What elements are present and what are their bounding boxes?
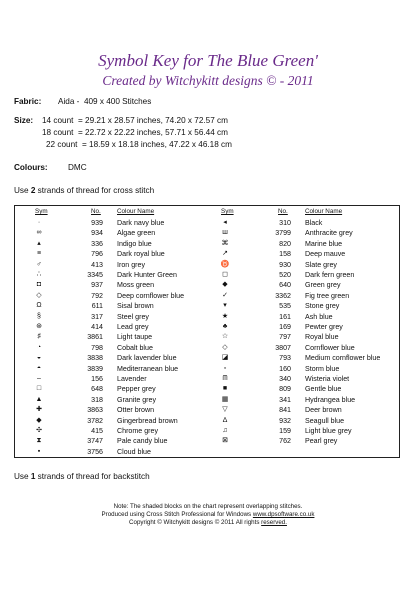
symbol-glyph: ∴ [36, 271, 42, 278]
symbol-glyph: ⧗ [36, 437, 42, 445]
symbol-glyph: ◓ [36, 364, 42, 372]
dmc-number: 414 [91, 323, 103, 331]
colour-name: Pepper grey [117, 385, 156, 394]
dmc-number: 520 [279, 271, 291, 279]
colour-name: Lavender [117, 375, 147, 383]
colour-name: Sisal brown [117, 302, 154, 311]
symbol-glyph: ∞ [36, 229, 42, 237]
symbol-glyph: § [37, 312, 41, 320]
symbol-glyph: ≡ [36, 250, 42, 258]
key-row [15, 364, 399, 374]
symbol-glyph: □ [36, 385, 42, 393]
colour-name: Dark royal blue [117, 250, 165, 259]
colour-name: Dark fern green [305, 271, 355, 279]
dmc-number: 3756 [87, 447, 103, 456]
dmc-number: 340 [279, 375, 291, 383]
key-row [15, 312, 399, 322]
symbol-glyph: ◘ [36, 281, 42, 289]
key-row [15, 218, 399, 228]
header-name-left: Colour Name [117, 208, 155, 215]
colour-name: Moss green [117, 281, 155, 290]
symbol-glyph: ✓ [222, 291, 228, 299]
software-link[interactable]: www.dpsoftware.co.uk [252, 511, 315, 518]
key-row [15, 249, 399, 259]
colour-name: Fig tree green [305, 291, 350, 300]
header-no-right: No. [278, 208, 288, 215]
colour-name: Storm blue [305, 364, 340, 373]
dmc-number: 798 [91, 343, 103, 352]
fabric-value: Aida - 409 x 400 Stitches [58, 97, 152, 106]
colour-name: Black [305, 219, 323, 227]
key-row [15, 447, 399, 457]
dmc-number: 640 [279, 281, 291, 290]
symbol-glyph: ♉ [220, 260, 230, 268]
key-row [15, 436, 399, 446]
symbol-glyph: ↗ [222, 250, 228, 258]
footer-note: Note: The shaded blocks on the chart represent overlapping stitches. [113, 503, 303, 510]
dmc-number: 3839 [87, 364, 103, 373]
colour-name: Granite grey [117, 395, 157, 404]
symbol-glyph: ш [222, 229, 228, 237]
size-line-18: 18 count = 22.72 x 22.22 inches, 57.71 x 56.44 cm [42, 128, 228, 137]
dmc-number: 937 [91, 281, 103, 290]
key-row [15, 416, 399, 426]
symbol-glyph: ᗰ [222, 375, 228, 382]
key-row [15, 374, 399, 384]
colour-name: Light taupe [117, 333, 153, 342]
dmc-number: 762 [279, 437, 291, 446]
colour-name: Cobalt blue [117, 343, 153, 352]
colour-name: Seagull blue [305, 416, 345, 425]
colour-name: Hydrangea blue [305, 395, 356, 404]
symbol-glyph: – [37, 375, 41, 382]
key-row [15, 280, 399, 290]
colour-name: Pale candy blue [117, 437, 168, 446]
symbol-glyph: ☆ [221, 333, 229, 341]
header-sym-right: Sym [221, 208, 234, 215]
dmc-number: 415 [91, 427, 103, 435]
colour-name: Anthracite grey [305, 229, 353, 238]
colours-label: Colours: [14, 163, 48, 172]
size-line-14: 14 count = 29.21 x 28.57 inches, 74.20 x 72.57 cm [42, 116, 228, 125]
colour-name: Algae green [117, 229, 156, 238]
key-row [15, 301, 399, 311]
colour-name: Ash blue [305, 312, 333, 321]
colour-name: Cornflower blue [305, 343, 355, 352]
dmc-number: 169 [279, 323, 291, 331]
colour-name: Chrome grey [117, 427, 159, 435]
dmc-number: 159 [279, 427, 291, 435]
key-row [15, 260, 399, 270]
dmc-number: 156 [91, 375, 103, 383]
dmc-number: 3799 [275, 229, 291, 238]
key-row [15, 384, 399, 394]
symbol-glyph: ▾ [223, 302, 227, 310]
colour-name: Dark navy blue [117, 219, 165, 227]
colour-name: Iron grey [117, 260, 145, 269]
symbol-glyph: ▫ [223, 364, 227, 372]
dmc-number: 158 [279, 250, 291, 259]
symbol-glyph: ✚ [36, 406, 42, 414]
key-row [15, 270, 399, 280]
header-sym-left: Sym [35, 208, 48, 215]
symbol-glyph: ■ [222, 385, 228, 393]
symbol-glyph: ♂ [36, 260, 42, 268]
key-row [15, 395, 399, 405]
dmc-number: 841 [279, 406, 291, 415]
dmc-number: 3838 [87, 354, 103, 363]
colour-name: Deep cornflower blue [117, 291, 185, 300]
dmc-number: 611 [91, 302, 103, 311]
key-row [15, 405, 399, 415]
dmc-number: 317 [91, 312, 103, 321]
footer-produced: Produced using Cross Stitch Professional for Windows www.dpsoftware.co.uk [101, 511, 315, 518]
colours-value: DMC [68, 163, 87, 172]
footer-copyright: Copyright © Witchykitt designs © 2011 All rights reserved. [129, 519, 287, 526]
symbol-glyph: ▪ [37, 447, 41, 455]
symbol-glyph: ♫ [222, 427, 228, 434]
header-no-left: No. [91, 208, 101, 215]
colour-name: Pewter grey [305, 323, 343, 331]
symbol-glyph: ⊠ [222, 437, 228, 445]
symbol-glyph: ◔ [36, 343, 42, 351]
header-name-right: Colour Name [305, 208, 343, 215]
symbol-glyph: ◪ [221, 354, 229, 362]
dmc-number: 930 [279, 260, 291, 269]
symbol-glyph: ♣ [222, 323, 228, 330]
cross-stitch-note: Use 2 strands of thread for cross stitch [14, 186, 155, 195]
symbol-glyph: Ω [36, 302, 42, 310]
colour-name: Gentle blue [305, 385, 342, 394]
colour-name: Gingerbread brown [117, 416, 178, 425]
dmc-number: 161 [279, 312, 291, 321]
key-row [15, 353, 399, 363]
colour-name: Pearl grey [305, 437, 338, 446]
colour-name: Indigo blue [117, 239, 152, 248]
page-title: Symbol Key for The Blue Green' [98, 51, 318, 70]
symbol-glyph: · [37, 219, 41, 226]
symbol-glyph: ▴ [37, 239, 41, 247]
colour-name: Cloud blue [117, 447, 151, 456]
colour-name: Otter brown [117, 406, 155, 415]
colour-name: Stone grey [305, 302, 340, 311]
dmc-number: 413 [91, 260, 103, 269]
key-row [15, 322, 399, 332]
dmc-number: 939 [91, 219, 103, 227]
dmc-number: 3807 [275, 343, 291, 352]
dmc-number: 3362 [275, 291, 291, 300]
key-row [15, 228, 399, 238]
key-row [15, 239, 399, 249]
colour-name: Wisteria violet [305, 375, 350, 383]
symbol-glyph: ⌘ [221, 239, 229, 247]
dmc-number: 341 [279, 395, 291, 404]
symbol-glyph: ∆ [222, 416, 228, 424]
dmc-number: 3863 [87, 406, 103, 415]
dmc-number: 160 [279, 364, 291, 373]
dmc-number: 318 [91, 395, 103, 404]
colour-name: Dark lavender blue [117, 354, 177, 363]
symbol-glyph: ★ [221, 312, 229, 320]
symbol-glyph: ◇ [222, 343, 228, 351]
dmc-number: 535 [279, 302, 291, 311]
colour-name: Deer brown [305, 406, 342, 415]
symbol-glyph: ▲ [35, 395, 43, 403]
colour-name: Marine blue [305, 239, 343, 248]
colour-name: Deep mauve [305, 250, 346, 259]
dmc-number: 820 [279, 239, 291, 248]
colour-name: Green grey [305, 281, 341, 290]
dmc-number: 310 [279, 219, 291, 227]
colour-name: Medium cornflower blue [305, 354, 381, 363]
symbol-glyph: ◇ [36, 291, 42, 299]
dmc-number: 932 [279, 416, 291, 425]
key-row [15, 291, 399, 301]
dmc-number: 3345 [87, 271, 103, 279]
backstitch-note: Use 1 strands of thread for backstitch [14, 472, 150, 481]
symbol-glyph: ◒ [36, 354, 42, 362]
page-subtitle: Created by Witchykitt designs © - 2011 [102, 73, 314, 88]
symbol-glyph: ◻ [222, 271, 228, 278]
key-row [15, 426, 399, 436]
key-row [15, 332, 399, 342]
dmc-number: 796 [91, 250, 103, 259]
dmc-number: 3861 [87, 333, 103, 342]
colour-name: Lead grey [117, 323, 149, 331]
colour-name: Steel grey [117, 312, 149, 321]
dmc-number: 648 [91, 385, 103, 394]
symbol-glyph: ✣ [36, 427, 42, 434]
key-row [15, 343, 399, 353]
symbol-glyph: ▽ [222, 406, 228, 414]
colour-name: Dark Hunter Green [117, 271, 177, 279]
symbol-glyph: ⊛ [36, 323, 42, 330]
dmc-number: 797 [279, 333, 291, 342]
dmc-number: 934 [91, 229, 103, 238]
symbol-glyph: ♯ [37, 333, 41, 341]
colour-name: Mediterranean blue [117, 364, 179, 373]
reserved-link[interactable]: reserved. [261, 519, 287, 526]
colour-name: Light blue grey [305, 427, 352, 435]
dmc-number: 336 [91, 239, 103, 248]
colour-name: Slate grey [305, 260, 337, 269]
dmc-number: 3782 [87, 416, 103, 425]
symbol-glyph: ◂ [223, 219, 227, 226]
colour-name: Royal blue [305, 333, 339, 342]
size-line-22: 22 count = 18.59 x 18.18 inches, 47.22 x 46.18 cm [46, 140, 232, 149]
size-label: Size: [14, 116, 34, 125]
symbol-key-table [14, 205, 400, 458]
symbol-glyph: ▦ [221, 395, 229, 403]
dmc-number: 809 [279, 385, 291, 394]
symbol-glyph: ◆ [36, 416, 42, 424]
dmc-number: 793 [279, 354, 291, 363]
dmc-number: 3747 [87, 437, 103, 446]
fabric-label: Fabric: [14, 97, 42, 106]
dmc-number: 792 [91, 291, 103, 300]
symbol-glyph: ◆ [222, 281, 228, 289]
